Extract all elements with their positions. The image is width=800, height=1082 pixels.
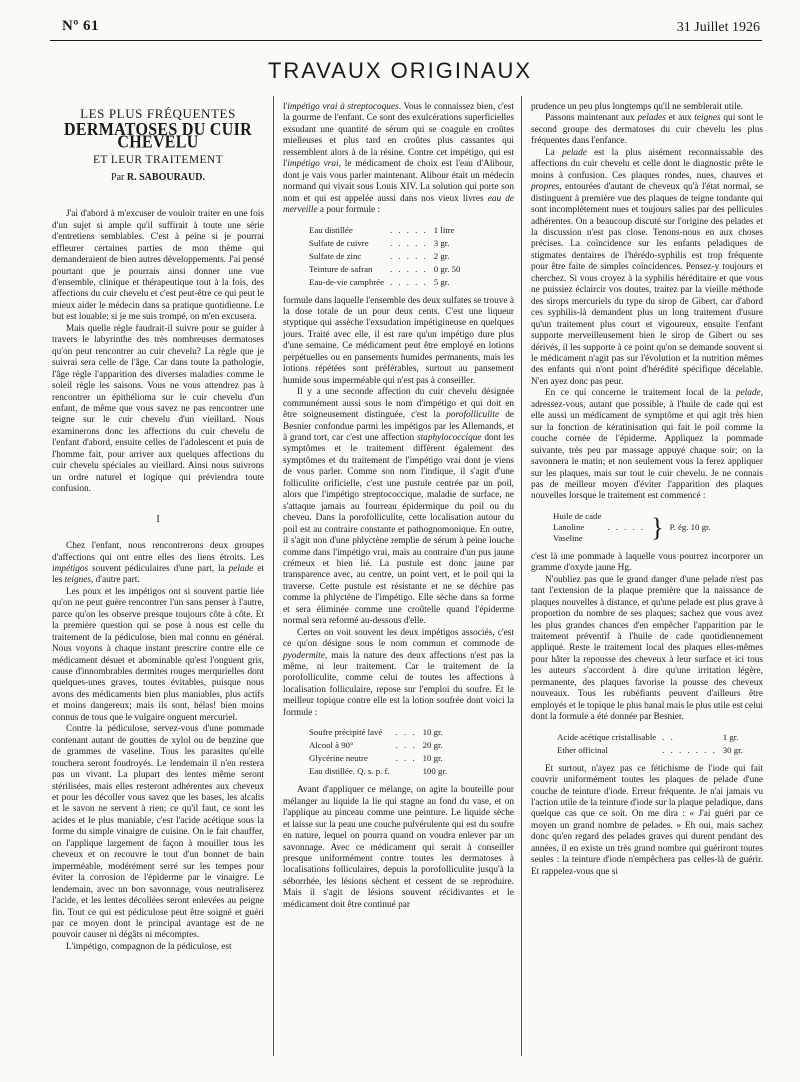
- column-2: [283, 102, 514, 911]
- formula-row: Glycérine neutre . . . 10 gr.: [309, 753, 443, 764]
- paragraph: Chez l'enfant, nous rencontrerons deux groupes d'affections qui ont entre elles des liens étroits. Les impétigos souvent pédiculaires d'une part, la pelade et les teignes, d'autre part.: [52, 541, 264, 586]
- formula-row: Ether officinal . . . . . . . 30 gr.: [557, 744, 743, 755]
- formula-alibour: [307, 223, 466, 290]
- paragraph: En ce qui concerne le traitement local de la pelade, adressez-vous, autant que possible, à l'huile de cade qui est elle aussi un médicament de symptôme et qui agit très bien sur la fonction de kératinisation qui fait le poil comme la couche cornée de l'épiderme. Appliquez la pommade suivante, très peu par massage appuyé chaque soir; on la savonnera le matin; et non seulement vous la ferez appliquer sur les plaques, mais sur tout le cuir chevelu. Je ne connais pas de meilleur moyen d'éviter l'apparition des plaques nouvelles lorsque le traitement est commencé :: [531, 388, 763, 502]
- author-name: R. SABOURAUD.: [126, 171, 205, 183]
- formula-besnier: [555, 730, 749, 758]
- formula-item: Vaseline: [553, 532, 583, 543]
- paragraph: Il y a une seconde affection du cuir chevelu désignée communément aussi sous le nom d'impétigo et qui doit en être soigneusement distinguée, c'est la porofolliculite de Besnier confondue parmi les impétigos par les Allemands, et à grand tort, car c'est une affection staphylococcique dont les symptômes et le traitement diffèrent également des symptômes et du traitement de l'impétigo vrai dont je viens de vous parler. Comme son nom l'indique, il s'agit d'une folliculite orificielle, c'est une pustule centrée par un poil, alors que l'impétigo streptococcique, maladie de surface, ne s'attaque jamais au fourreau épidermique du poil ou du cheveu. Dans la porofolliculite, cette localisation autour du poil est au contraire constante et pathognomonique. En outre, il s'agit non d'une phlyctène remplie de sérum à peine louche comme dans l'impétigo vrai, mais au contraire d'un pus jaune crémeux et bien lié. La pustule est donc jaune par transparence avec, au centre, un point vert, et le poil qui la traverse. Cette pustule est résistante et ne se déchire pas comme la phlyctène de l'impétigo. Elle sèche dans sa forme et sera éliminée comme une croûtelle quand l'épiderme normal sera reformé au-dessous d'elle.: [283, 387, 515, 627]
- paragraph: La pelade est la plus aisément reconnaissable des affections du cuir chevelu et celle dont le diagnostic prête le moins à confusion. Ces plaques rondes, nues, chauves et propres, entourées d'autant de cheveux qu'à l'état normal, se distinguent à première vue des plaques de teigne tondante qui sont incomplètement nues et toujours salies par des pellicules adhérentes. On a beaucoup discuté sur l'origine des pelades et la discussion n'est pas close. Tenons-nous en aux choses précises. La coïncidence sur les enfants peladiques de stigmates dentaires de l'hérédo-syphilis est trop fréquente pour être faite de simples coïncidences. Pensez-y toujours et cherchez. Si vous croyez à la syphilis héréditaire et que vous ne puissiez éclaircir vos doutes, traitez par la vieille méthode des sirops mercuriels du type du sirop de Gibert, car d'abord ces syphilis-là demandent plus un long traitement d'usure qu'un traitement plus court et vigoureux, ensuite l'enfant supporte merveilleusement bien le sirop de Gibert ou ses dérivés, il les supporte à ce point qu'on se demande souvent si le médicament n'agit pas sur l'évolution et la nutrition mêmes des enfants qui n'ont point d'hérédité spécifique décelable. N'en ayez donc pas peur.: [531, 147, 764, 387]
- article-title: DERMATOSES DU CUIR CHEVELU: [64, 120, 252, 154]
- formula-row: Alcool à 90° . . . 20 gr.: [309, 740, 443, 751]
- issue-number: Nº 61: [62, 18, 100, 34]
- formula-row: Teinture de safran . . . . . 0 gr. 50: [309, 263, 461, 274]
- paragraph: Certes on voit souvent les deux impétigos associés, c'est ce qu'on désigne sous le nom commun et commode de pyodermite, mais la nature des deux affections n'est pas la même, ni leur traitement. Car le traitement de la porofolliculite, comme celui de toutes les affections à localisation folliculaire, repose sur l'emploi du soufre. Et le meilleur topique contre elle est la lotion soufrée dont voici la formule :: [283, 627, 514, 718]
- article-subtitle: ET LEUR TRAITEMENT: [92, 154, 224, 167]
- header-rule: [50, 40, 762, 41]
- formula-row: Sulfate de cuivre . . . . . 3 gr.: [309, 237, 450, 248]
- formula-item: Huile de cade: [553, 510, 602, 521]
- paragraph: N'oubliez pas que le grand danger d'une pelade n'est pas tant l'extension de la plaque première que la naissance de plaques nouvelles à distance, et qu'une pelade est plus grave à proportion du nombre de ses plaques; sachez que vous avez les plus grandes chances d'en empêcher l'apparition par le traitement préventif à l'huile de cade quotidiennement appliqué. Reste le traitement local des plaques elles-mêmes pour hâter la repousse des cheveux à leur surface et ici tous les auteurs s'accordent à dire qu'une irritation légère, permanente, des plaques favorise la pousse des cheveux nouveaux. Tous les rubéfiants peuvent d'ailleurs être employés et le topique le plus banal mais le plus utile est celui dont la formule a été donnée par Besnier.: [531, 574, 763, 723]
- paragraph: formule dans laquelle l'ensemble des deux sulfates se trouve à la dose totale de un pour deux cents. C'est une liqueur styptique qui assèche l'exsudation impétigineuse en quelques jours. Traité avec elle, il est rare qu'un impétigo dure plus d'une semaine. Ce médicament peut être employé en lotions perpétuelles ou en pansements humides permanents, mais les lotions répétées sont préférables, surtout au pansement humide sous imperméable qui n'est pas à conseiller.: [283, 295, 514, 386]
- paragraph: Passons maintenant aux pelades et aux teignes qui sont le second groupe des dermatoses du cuir chevelu les plus fréquentes dans l'enfance.: [531, 113, 764, 147]
- formula-lotion-soufree: [307, 725, 453, 779]
- formula-row: Eau distillée. Q. s. p. f. 100 gr.: [309, 766, 448, 777]
- column-divider: [521, 96, 522, 1056]
- formula-item: Lanoline: [553, 521, 585, 532]
- paragraph: J'ai d'abord à m'excuser de vouloir traiter en une fois d'un sujet si ample qu'il suffirait à toute une série d'entretiens semblables. C'est à peine si je pourrai effleurer certaines parties de mon thème qui demanderaient de bien autres développements. J'ai pensé pourtant que je pourrais ainsi donner une vue d'ensemble, clinique et thérapeutique tout à la fois, des affections du cuir chevelu et c'est peut-être ce qui peut le mieux aider le médecin dans sa pratique quotidienne. Le but est louable; si je me suis trompé, on m'en excusera.: [52, 209, 264, 323]
- formula-pommade-cade: Huile de cade Lanoline Vaseline . . . . . } P. ég. 10 gr.: [551, 509, 717, 546]
- paragraph: Contre la pédiculose, servez-vous d'une pommade contenant autant de gouttes de xylol ou de benzine que de grammes de vaseline. Tous les parasites qu'elle touchera seront foudroyés. Le lendemain il n'en restera pas un vivant. La plupart des lentes même seront stérilisées, mais elles resteront adhérentes aux cheveux et pour les décoller vous savez que les bases, les alcalis et le savon ne servent à rien; ce qu'il faut, ce sont les acides et le plus maniable, c'est l'acide acétique sous la forme du simple vinaigre de cuisine. On le fait chauffer, on l'applique largement de façon à mouiller tous les cheveux et on recouvre le tout d'un bonnet de bain imperméable, modérément serré sur les tempes pour éviter la corrosion de l'épiderme par le vinaigre. Le lendemain, avec un bon savonnage, vous neutraliserez l'acide, et les lentes décollées seront enlevées au peigne fin. Tout ce qui est pédiculose peut être soigné et guéri par ce moyen dont le principal avantage est de ne pouvoir causer ni dégâts ni mécomptes.: [52, 724, 264, 941]
- paragraph: l'impétigo vrai à streptocoques. Vous le connaissez bien, c'est la gourme de l'enfant. Ce sont des exulcérations superficielles exsudant une quantité de sérum qui se coagule en croûtes mielleuses et plus tard en croûtes plus cassantes qui ressemblent alors à de la résine. Contre cet impétigo, qui est l'impétigo vrai, le médicament de choix est l'eau d'Alibour, dont je vais vous parler maintenant. Alibour était un médecin normand qui vivait sous Louis XIV. La solution qui porte son nom et qui est appelée aussi dans nos vieux livres eau de merveille a pour formule :: [283, 102, 514, 216]
- formula-row: Soufre précipité lavé . . . 10 gr.: [309, 727, 443, 738]
- author-prefix: Par: [111, 171, 125, 183]
- paragraph: Avant d'appliquer ce mélange, on agite la bouteille pour mélanger au liquide la lie qui stagne au fond du vase, et on l'applique au pinceau comme une peinture. Le liquide sèche et laisse sur la peau une couche pulvérulente qui est du soufre en nature, lequel on pourra quand on voudra enlever par un savonnage. Avec ce médicament qui serait à conseiller presque uniformément contre toutes les dermatoses à localisations folliculaires, depuis la porofolliculite jusqu'à la séborrhée, les lésions sèchent et cessent de se reproduire. Mais il s'agit de lésions souvent récidivantes et le médicament doit être continué par: [283, 785, 514, 910]
- column-1: [52, 100, 264, 953]
- formula-row: Acide acétique cristallisable . . 1 gr.: [557, 731, 739, 742]
- article-author: [52, 172, 264, 183]
- formula-row: Eau-de-vie camphrée . . . . . 5 gr.: [309, 276, 450, 287]
- paragraph: prudence un peu plus longtemps qu'il ne semblerait utile.: [531, 102, 744, 112]
- issue-date: 31 Juillet 1926: [676, 20, 760, 35]
- section-title: TRAVAUX ORIGINAUX: [267, 58, 533, 83]
- paragraph: Les poux et les impétigos ont si souvent partie liée qu'on ne peut guère rencontrer l'un sans penser à l'autre, parce qu'on les observe presque toujours côte à côte. Et la première question qui se pose à nous est celle du traitement de la pédiculose, bien mal connu en général. Nous voyons à chaque instant prescrire contre elle ce médicament désuet et abominable qu'est l'onguent gris, cause d'innombrables dermites rouges merqurielles dont quelques-unes graves, toutes évitables, puisque nous avons des médicaments bien plus maniables, plus actifs et moins dangereux; mais ils sont, hélas! bien moins connus de tous que le vulgaire onguent mercuriel.: [52, 586, 264, 723]
- paragraph: L'impétigo, compagnon de la pédiculose, est: [66, 941, 232, 952]
- formula-qty: P. ég. 10 gr.: [669, 521, 711, 532]
- formula-row: Sulfate de zinc . . . . . 2 gr.: [309, 250, 450, 261]
- column-divider: [273, 96, 274, 1056]
- part-number: I: [156, 513, 160, 525]
- paragraph: Et surtout, n'ayez pas ce fétichisme de l'iode qui fait couvrir uniformément toutes les plaques de pelade d'une couche de teinture d'iode. Erreur fréquente. Je n'ai jamais vu l'action utile de la teinture d'iode sur la plaque peladique, dans quelque cas que ce soit. On me dira : « J'ai guéri par ce moyen un grand nombre de pelades. » Eh oui, mais sachez donc qu'en regard des pelades graves qui durent pendant des années, il en existe un très grand nombre qui guériront toutes seules : la teinture d'iode n'empêchera pas celles-là de guérir. Et rappelez-vous que si: [531, 763, 763, 877]
- column-3: [531, 102, 763, 878]
- paragraph: Mais quelle règle faudrait-il suivre pour se guider à travers le labyrinthe des très nombreuses dermatoses qu'on peut rencontrer au cuir chevelu? La règle que je suivrai sera celle de l'âge. Car dans toute la pathologie, l'âge règle l'apparition des diverses maladies comme le soleil règle les saisons. Vous ne vous attendrez pas à rencontrer un épithélioma sur le cuir chevelu d'un enfant, de même que vous savez ne pas rencontrer une teigne sur le cuir chevelu d'un vieillard. Nous examinerons donc les affections du cuir chevelu de l'enfant d'abord, ensuite celles de l'adolescent et puis de l'homme fait, pour arriver aux quelques affections du cuir chevelu spéciales au vieillard. Ainsi nous suivrons un ordre naturel et logique qui préviendra toute confusion.: [52, 323, 264, 495]
- formula-row: Eau distillée . . . . . 1 litre: [309, 224, 455, 235]
- brace-glyph: }: [651, 512, 664, 542]
- article-kicker: LES PLUS FRÉQUENTES: [80, 106, 236, 121]
- paragraph: c'est là une pommade à laquelle vous pourrez incorporer un gramme d'oxyde jaune Hg.: [531, 551, 763, 574]
